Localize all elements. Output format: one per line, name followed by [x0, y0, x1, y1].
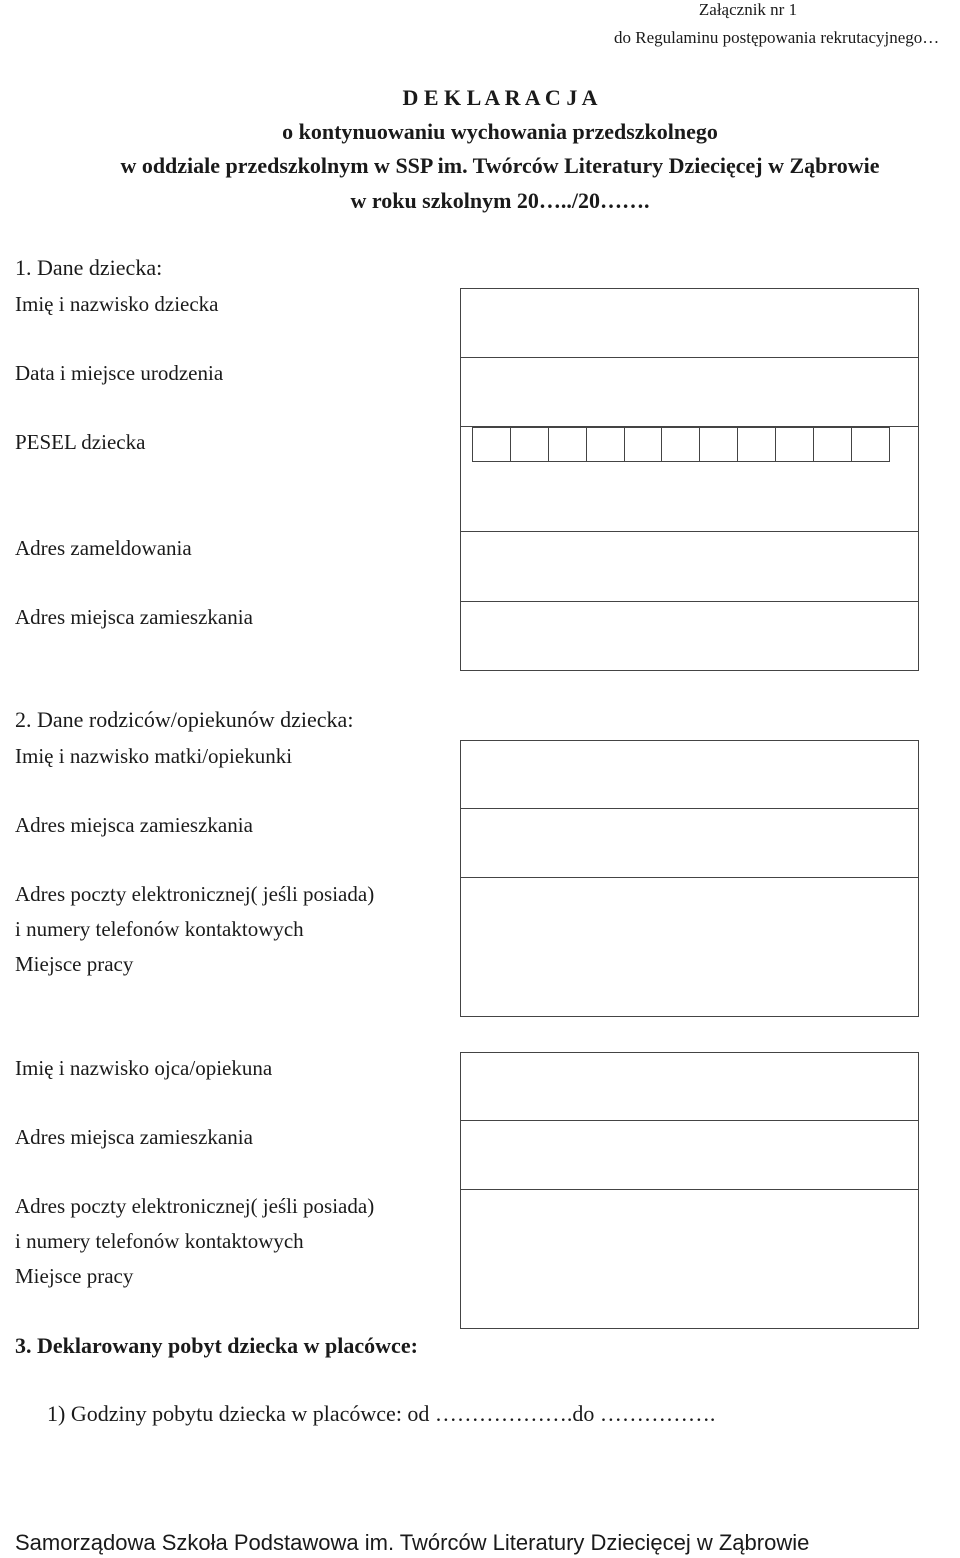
child-name-field[interactable]	[461, 289, 919, 358]
annex-reference: do Regulaminu postępowania rekrutacyjnego…	[614, 28, 940, 47]
pesel-digit-box[interactable]	[549, 427, 587, 462]
pesel-digit-box[interactable]	[776, 427, 814, 462]
mother-name-field[interactable]	[461, 741, 919, 809]
pesel-digit-box[interactable]	[738, 427, 776, 462]
father-work-label: Miejsce pracy	[15, 1264, 134, 1288]
annex-number: Załącznik nr 1	[698, 0, 798, 19]
document-school-year: w roku szkolnym 20…../20…….	[350, 188, 650, 213]
pesel-digit-box[interactable]	[662, 427, 700, 462]
section1-heading: 1. Dane dziecka:	[15, 255, 163, 280]
father-address-field[interactable]	[461, 1121, 919, 1190]
father-email-label: Adres poczty elektronicznej( jeśli posiada)	[15, 1194, 375, 1218]
mother-address-label: Adres miejsca zamieszkania	[15, 813, 253, 837]
mother-address-field[interactable]	[461, 809, 919, 878]
child-registered-address-label: Adres zameldowania	[15, 536, 192, 560]
father-address-label: Adres miejsca zamieszkania	[15, 1125, 253, 1149]
child-residence-address-field[interactable]	[461, 602, 919, 671]
pesel-digit-box[interactable]	[700, 427, 738, 462]
father-data-table	[460, 1052, 919, 1329]
father-name-field[interactable]	[461, 1053, 919, 1121]
child-data-table	[460, 288, 919, 671]
father-name-label: Imię i nazwisko ojca/opiekuna	[15, 1056, 273, 1080]
child-registered-address-field[interactable]	[461, 532, 919, 602]
child-name-label: Imię i nazwisko dziecka	[15, 292, 219, 316]
pesel-digit-box[interactable]	[587, 427, 625, 462]
section3-heading: 3. Deklarowany pobyt dziecka w placówce:	[15, 1333, 418, 1358]
mother-contact-work-field[interactable]	[461, 878, 919, 1017]
document-subtitle-line1: o kontynuowaniu wychowania przedszkolnego	[282, 119, 718, 144]
pesel-digit-box[interactable]	[625, 427, 663, 462]
child-pesel-label: PESEL dziecka	[15, 430, 146, 454]
footer-school-name: Samorządowa Szkoła Podstawowa im. Twórców Literatury Dziecięcej w Ząbrowie	[15, 1530, 810, 1555]
child-birth-field[interactable]	[461, 358, 919, 427]
pesel-digit-box[interactable]	[852, 427, 890, 462]
father-phone-label: i numery telefonów kontaktowych	[15, 1229, 304, 1253]
document-title: D E K L A R A C J A	[402, 85, 598, 110]
mother-email-label: Adres poczty elektronicznej( jeśli posiada)	[15, 882, 375, 906]
child-birth-label: Data i miejsce urodzenia	[15, 361, 224, 385]
father-contact-work-field[interactable]	[461, 1190, 919, 1329]
section2-heading: 2. Dane rodziców/opiekunów dziecka:	[15, 707, 354, 732]
mother-name-label: Imię i nazwisko matki/opiekunki	[15, 744, 293, 768]
stay-hours-line[interactable]: 1) Godziny pobytu dziecka w placówce: od ……………….do …………….	[47, 1401, 716, 1426]
child-residence-address-label: Adres miejsca zamieszkania	[15, 605, 253, 629]
mother-phone-label: i numery telefonów kontaktowych	[15, 917, 304, 941]
pesel-digit-box[interactable]	[814, 427, 852, 462]
pesel-digit-box[interactable]	[473, 427, 511, 462]
pesel-digit-box[interactable]	[511, 427, 549, 462]
pesel-boxes	[472, 427, 890, 462]
mother-work-label: Miejsce pracy	[15, 952, 134, 976]
mother-data-table	[460, 740, 919, 1017]
document-subtitle-line2: w oddziale przedszkolnym w SSP im. Twórców Literatury Dziecięcej w Ząbrowie	[120, 153, 880, 178]
